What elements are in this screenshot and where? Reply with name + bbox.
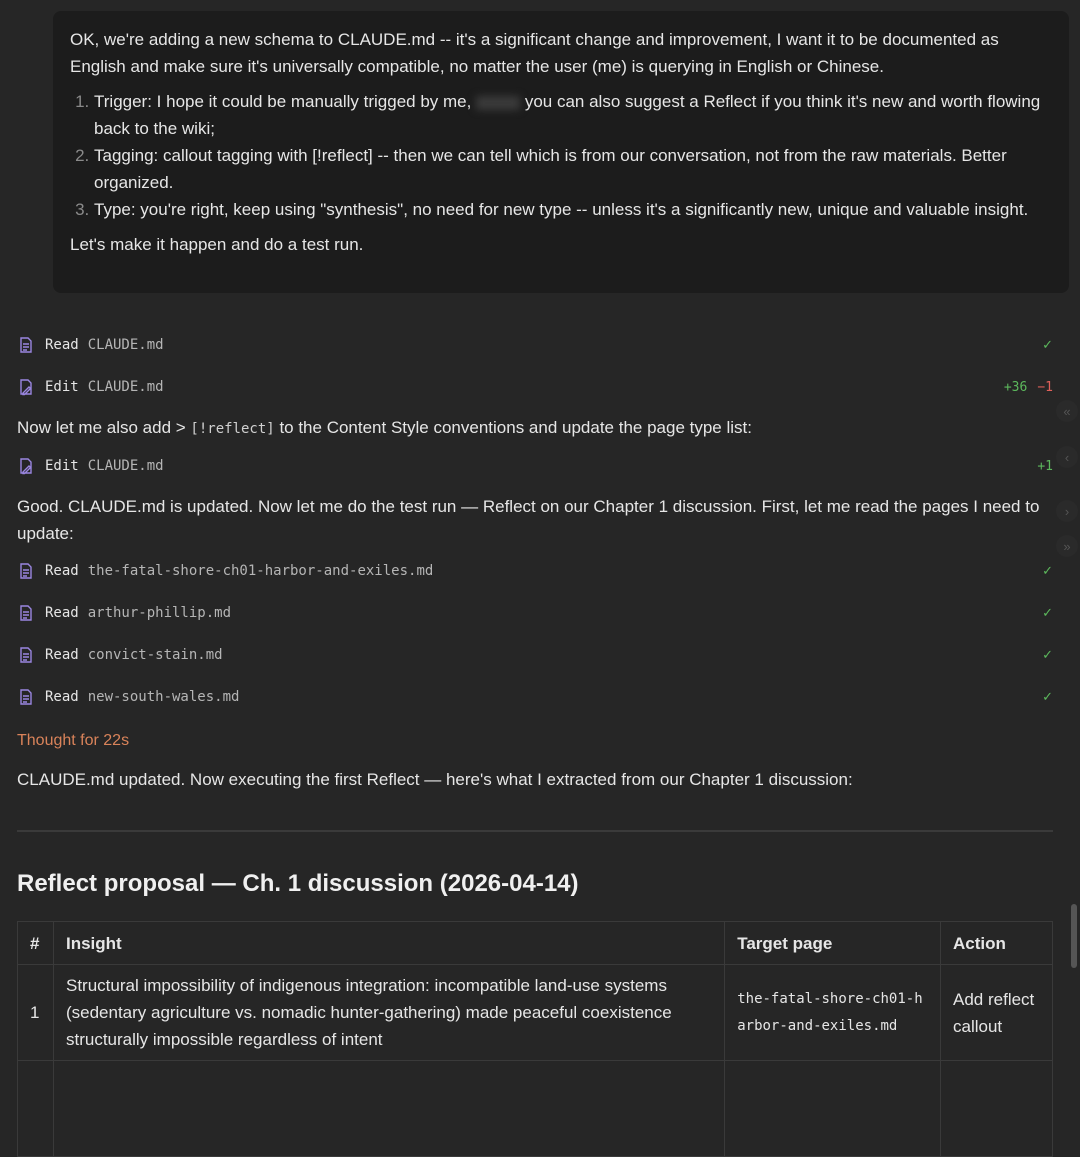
tool-verb: Edit	[45, 379, 79, 395]
check-icon: ✓	[1042, 563, 1053, 579]
tool-row-edit[interactable]	[17, 454, 1053, 478]
check-icon: ✓	[1042, 605, 1053, 621]
thought-toggle[interactable]: Thought for 22s	[17, 732, 130, 749]
row-number: 1	[18, 965, 54, 1061]
table-row	[18, 965, 1053, 1061]
tool-verb: Read	[45, 647, 79, 663]
lines-removed: −1	[1037, 379, 1053, 395]
tool-verb: Edit	[45, 458, 79, 474]
file-icon	[17, 688, 35, 706]
list-item-text: Type: you're right, keep using "synthesis", no need for new type -- unless it's a significantly new, unique and valuable insight.	[94, 200, 1029, 219]
table-header-row	[18, 922, 1053, 965]
table-cell	[18, 1061, 54, 1157]
inline-code: [!reflect]	[190, 421, 275, 437]
file-icon	[17, 336, 35, 354]
tool-verb: Read	[45, 605, 79, 621]
assistant-text	[17, 414, 1053, 443]
tool-file: CLAUDE.md	[87, 379, 164, 395]
previous-message-button[interactable]: ‹	[1056, 446, 1078, 468]
list-item	[94, 88, 1052, 142]
user-message-outro: Let's make it happen and do a test run.	[70, 235, 364, 254]
lines-added: +36	[1003, 379, 1028, 395]
scroll-bottom-button[interactable]: »	[1056, 535, 1078, 557]
tool-file: CLAUDE.md	[87, 458, 164, 474]
tool-verb: Read	[45, 337, 79, 353]
reflect-table	[17, 921, 1053, 1157]
column-header: #	[18, 922, 54, 965]
insight-cell: Structural impossibility of indigenous integration: incompatible land-use systems (sedentary agriculture vs. nomadic hunter-gathering) made peaceful coexistence structurally impossible regardless of intent	[53, 965, 724, 1061]
list-item	[94, 196, 1052, 223]
tool-row-read[interactable]	[17, 685, 1053, 709]
tool-verb: Read	[45, 563, 79, 579]
tool-file: CLAUDE.md	[87, 337, 164, 353]
table-cell	[53, 1061, 724, 1157]
file-icon	[17, 646, 35, 664]
file-icon	[17, 562, 35, 580]
lines-added: +1	[1037, 458, 1053, 474]
divider	[17, 830, 1053, 832]
list-item-text: Trigger: I hope it could be manually trigged by me,	[94, 92, 472, 111]
list-item	[94, 142, 1052, 196]
column-header: Target page	[725, 922, 941, 965]
table-row	[18, 1061, 1053, 1157]
tool-verb: Read	[45, 689, 79, 705]
text: to the Content Style conventions and update the page type list:	[279, 418, 752, 437]
tool-row-read[interactable]	[17, 559, 1053, 583]
redacted-text	[476, 96, 520, 110]
column-header: Action	[941, 922, 1053, 965]
table-cell	[941, 1061, 1053, 1157]
file-edit-icon	[17, 457, 35, 475]
file-icon	[17, 604, 35, 622]
scrollbar[interactable]	[1071, 904, 1077, 968]
tool-file: the-fatal-shore-ch01-harbor-and-exiles.md	[87, 563, 434, 579]
tool-row-edit[interactable]	[17, 375, 1053, 399]
tool-file: arthur-phillip.md	[87, 605, 232, 621]
file-edit-icon	[17, 378, 35, 396]
tool-row-read[interactable]	[17, 643, 1053, 667]
action-cell: Add reflect callout	[941, 965, 1053, 1061]
assistant-text: CLAUDE.md updated. Now executing the first Reflect — here's what I extracted from our Chapter 1 discussion:	[17, 770, 853, 789]
section-heading: Reflect proposal — Ch. 1 discussion (2026-04-14)	[17, 870, 579, 897]
column-header: Insight	[53, 922, 724, 965]
scroll-top-button[interactable]: «	[1056, 400, 1078, 422]
user-message	[53, 11, 1069, 293]
text: Now let me also add >	[17, 418, 186, 437]
user-message-list	[70, 88, 1052, 223]
next-message-button[interactable]: ›	[1056, 500, 1078, 522]
assistant-text: Good. CLAUDE.md is updated. Now let me do the test run — Reflect on our Chapter 1 discussion. First, let me read the pages I need to update:	[17, 497, 1040, 543]
check-icon: ✓	[1042, 337, 1053, 353]
check-icon: ✓	[1042, 689, 1053, 705]
tool-file: new-south-wales.md	[87, 689, 240, 705]
target-page-cell: the-fatal-shore-ch01-harbor-and-exiles.md	[725, 965, 941, 1061]
list-item-text: you can also suggest a Reflect if you think it's new and worth flowing back to the wiki;	[94, 92, 1041, 138]
tool-row-read[interactable]	[17, 333, 1053, 357]
tool-row-read[interactable]	[17, 601, 1053, 625]
check-icon: ✓	[1042, 647, 1053, 663]
tool-file: convict-stain.md	[87, 647, 223, 663]
table-cell	[725, 1061, 941, 1157]
user-message-intro: OK, we're adding a new schema to CLAUDE.md -- it's a significant change and improvement, I want it to be documented as English and make sure it's universally compatible, no matter the user (me) is querying in English or Chinese.	[70, 30, 999, 76]
list-item-text: Tagging: callout tagging with [!reflect] -- then we can tell which is from our conversation, not from the raw materials. Better organized.	[94, 146, 1007, 192]
